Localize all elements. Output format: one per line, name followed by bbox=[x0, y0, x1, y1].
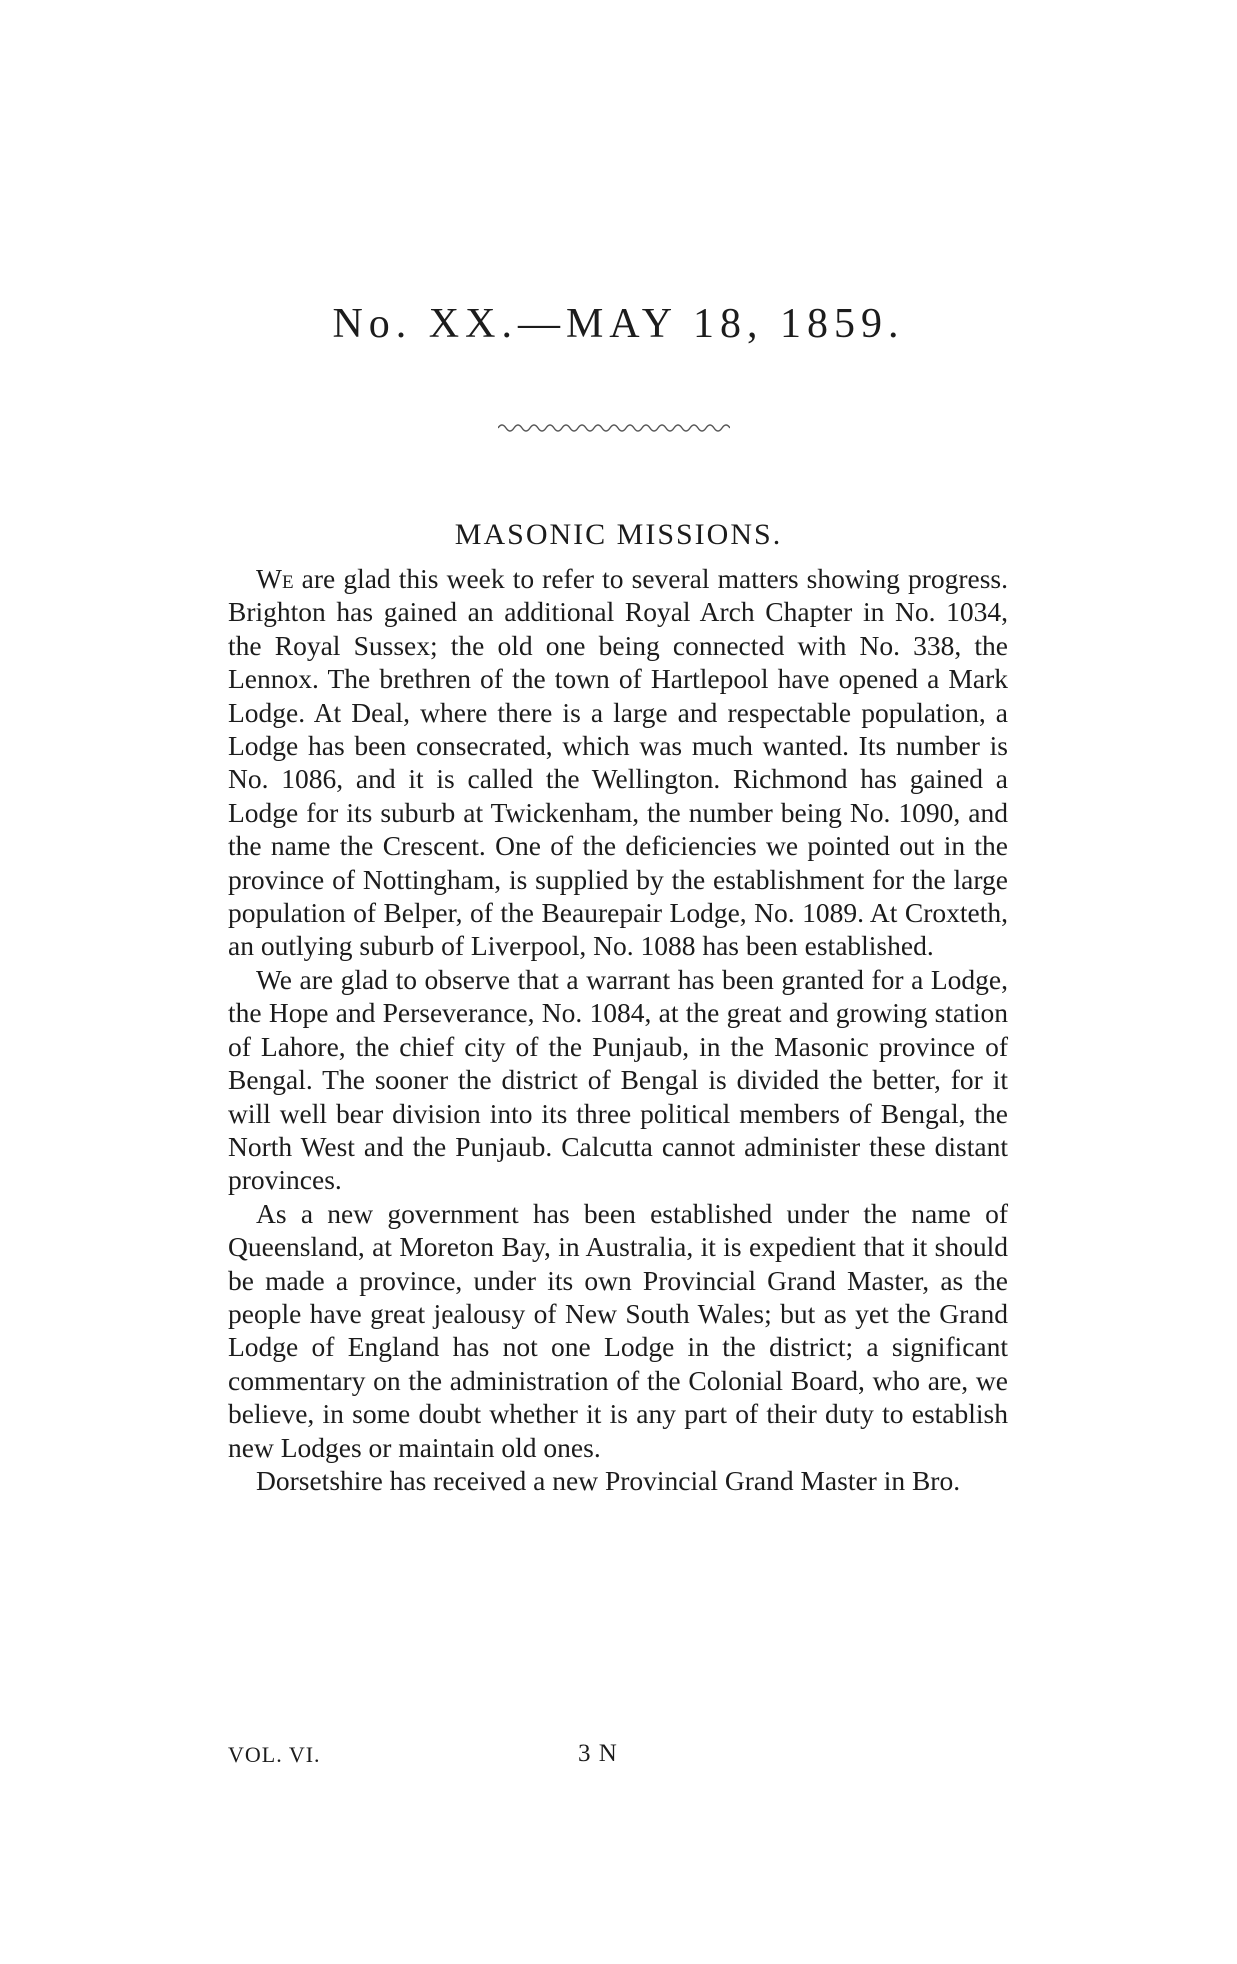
issue-heading: No. XX.—MAY 18, 1859. bbox=[332, 301, 905, 347]
decorative-rule-icon bbox=[498, 420, 730, 436]
article-title: MASONIC MISSIONS. bbox=[454, 518, 783, 551]
paragraph-text: As a new government has been established under the name of Queensland, at Moreton Bay, in Australia, it is expedient that it should be made a province, under its own Provincial Grand Master, as the people have great jealousy of New South Wales; but as yet the Grand Lodge of England has not one Lodge in the district; a significant commentary on the administration of the Colonial Board, who are, we believe, in some doubt whether it is any part of their duty to establish new Lodges or maintain old ones. bbox=[228, 1197, 1008, 1463]
volume-label: VOL. VI. bbox=[228, 1742, 321, 1767]
paragraph bbox=[228, 1464, 1008, 1497]
signature-mark: 3 N bbox=[578, 1740, 618, 1767]
paragraph-text: We are glad to observe that a warrant has been granted for a Lodge, the Hope and Perseverance, No. 1084, at the great and growing station of Lahore, the chief city of the Punjaub, in the Masonic province of Bengal. The sooner the district of Bengal is divided the better, for it will well bear division into its three political members of Bengal, the North West and the Punjaub. Calcutta cannot administer these distant provinces. bbox=[228, 963, 1008, 1196]
paragraph bbox=[228, 562, 1008, 963]
article-body bbox=[228, 562, 1008, 1497]
paragraph-lead: We bbox=[256, 563, 294, 594]
paragraph-text: Dorsetshire has received a new Provincial Grand Master in Bro. bbox=[256, 1464, 961, 1496]
paragraph-text: are glad this week to refer to several matters showing progress. Brighton has gained an additional Royal Arch Chapter in No. 1034, the Royal Sussex; the old one being connected with No. 338, the Lennox. The brethren of the town of Hartlepool have opened a Mark Lodge. At Deal, where there is a large and respectable population, a Lodge has been consecrated, which was much wanted. Its number is No. 1086, and it is called the Wellington. Richmond has gained a Lodge for its suburb at Twickenham, the number being No. 1090, and the name the Crescent. One of the deficiencies we pointed out in the province of Nottingham, is supplied by the establishment for the large population of Belper, of the Beaurepair Lodge, No. 1089. At Croxteth, an outlying suburb of Liverpool, No. 1088 has been established. bbox=[228, 563, 1008, 962]
paragraph bbox=[228, 963, 1008, 1197]
paragraph bbox=[228, 1197, 1008, 1464]
